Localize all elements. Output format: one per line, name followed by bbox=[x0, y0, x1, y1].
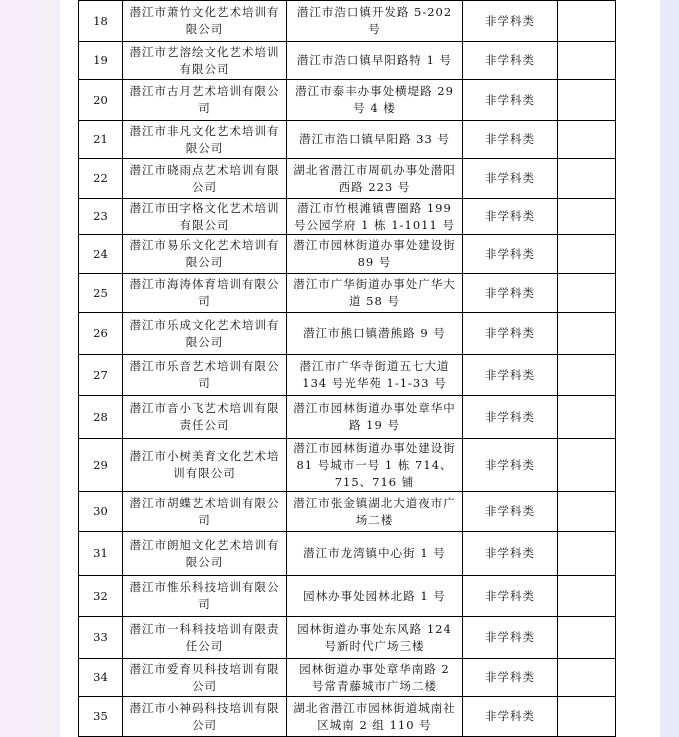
row-number: 33 bbox=[79, 617, 123, 659]
table-row bbox=[79, 659, 616, 697]
remarks-cell bbox=[558, 659, 616, 697]
institution-name: 潜江市萧竹文化艺术培训有限公司 bbox=[123, 1, 287, 42]
row-number: 19 bbox=[79, 42, 123, 80]
institution-category: 非学科类 bbox=[463, 659, 558, 697]
remarks-cell bbox=[558, 159, 616, 199]
row-number: 24 bbox=[79, 235, 123, 274]
institution-address: 湖北省潜江市园林街道城南社区城南 2 组 110 号 bbox=[287, 697, 463, 737]
institution-name: 潜江市乐成文化艺术培训有限公司 bbox=[123, 313, 287, 355]
institution-name: 潜江市小树美育文化艺术培训有限公司 bbox=[123, 439, 287, 492]
institution-name: 潜江市艺溶绘文化艺术培训有限公司 bbox=[123, 42, 287, 80]
institution-category: 非学科类 bbox=[463, 199, 558, 235]
remarks-cell bbox=[558, 1, 616, 42]
table-body bbox=[79, 1, 616, 737]
row-number: 21 bbox=[79, 121, 123, 159]
table-row bbox=[79, 199, 616, 235]
table-row bbox=[79, 492, 616, 532]
table-row bbox=[79, 439, 616, 492]
institution-category: 非学科类 bbox=[463, 396, 558, 439]
institution-address: 潜江市泰丰办事处横堤路 29 号 4 楼 bbox=[287, 80, 463, 121]
institution-category: 非学科类 bbox=[463, 121, 558, 159]
remarks-cell bbox=[558, 576, 616, 617]
row-number: 35 bbox=[79, 697, 123, 737]
institution-category: 非学科类 bbox=[463, 1, 558, 42]
institution-address: 潜江市浩口镇早阳路 33 号 bbox=[287, 121, 463, 159]
institution-address: 潜江市园林街道办事处建设街 89 号 bbox=[287, 235, 463, 274]
remarks-cell bbox=[558, 121, 616, 159]
institution-name: 潜江市海涛体育培训有限公司 bbox=[123, 274, 287, 313]
institution-category: 非学科类 bbox=[463, 313, 558, 355]
table-row bbox=[79, 355, 616, 396]
institution-address: 园林街道办事处章华南路 2 号常青藤城市广场二楼 bbox=[287, 659, 463, 697]
institution-name: 潜江市晓雨点艺术培训有限公司 bbox=[123, 159, 287, 199]
institution-address: 潜江市熊口镇潜熊路 9 号 bbox=[287, 313, 463, 355]
remarks-cell bbox=[558, 697, 616, 737]
table-row bbox=[79, 274, 616, 313]
institution-address: 园林办事处园林北路 1 号 bbox=[287, 576, 463, 617]
row-number: 27 bbox=[79, 355, 123, 396]
institution-address: 潜江市竹根滩镇曹圈路 199 号公园学府 1 栋 1-1011 号 bbox=[287, 199, 463, 235]
institution-name: 潜江市惟乐科技培训有限公司 bbox=[123, 576, 287, 617]
institution-address: 潜江市广华寺街道五七大道 134 号光华苑 1-1-33 号 bbox=[287, 355, 463, 396]
institution-category: 非学科类 bbox=[463, 42, 558, 80]
institution-category: 非学科类 bbox=[463, 617, 558, 659]
row-number: 30 bbox=[79, 492, 123, 532]
remarks-cell bbox=[558, 396, 616, 439]
institution-address: 潜江市浩口镇开发路 5-202 号 bbox=[287, 1, 463, 42]
institution-category: 非学科类 bbox=[463, 235, 558, 274]
row-number: 34 bbox=[79, 659, 123, 697]
institution-address: 潜江市园林街道办事处章华中路 19 号 bbox=[287, 396, 463, 439]
institution-address: 潜江市张金镇湖北大道夜市广场二楼 bbox=[287, 492, 463, 532]
remarks-cell bbox=[558, 199, 616, 235]
institution-category: 非学科类 bbox=[463, 492, 558, 532]
table-row bbox=[79, 80, 616, 121]
row-number: 25 bbox=[79, 274, 123, 313]
institution-name: 潜江市乐音艺术培训有限公司 bbox=[123, 355, 287, 396]
institution-name: 潜江市易乐文化艺术培训有限公司 bbox=[123, 235, 287, 274]
remarks-cell bbox=[558, 492, 616, 532]
institution-category: 非学科类 bbox=[463, 532, 558, 576]
remarks-cell bbox=[558, 617, 616, 659]
table-row bbox=[79, 576, 616, 617]
row-number: 29 bbox=[79, 439, 123, 492]
row-number: 31 bbox=[79, 532, 123, 576]
row-number: 28 bbox=[79, 396, 123, 439]
row-number: 32 bbox=[79, 576, 123, 617]
institution-category: 非学科类 bbox=[463, 159, 558, 199]
institution-name: 潜江市胡蝶艺术培训有限公司 bbox=[123, 492, 287, 532]
remarks-cell bbox=[558, 313, 616, 355]
institution-category: 非学科类 bbox=[463, 274, 558, 313]
institution-category: 非学科类 bbox=[463, 697, 558, 737]
row-number: 23 bbox=[79, 199, 123, 235]
institution-name: 潜江市一科科技培训有限责任公司 bbox=[123, 617, 287, 659]
institution-name: 潜江市小神码科技培训有限公司 bbox=[123, 697, 287, 737]
institution-address: 潜江市龙湾镇中心街 1 号 bbox=[287, 532, 463, 576]
remarks-cell bbox=[558, 42, 616, 80]
table-row bbox=[79, 313, 616, 355]
institution-category: 非学科类 bbox=[463, 576, 558, 617]
institution-address: 潜江市园林街道办事处建设街 81 号城市一号 1 栋 714、715、716 铺 bbox=[287, 439, 463, 492]
table-row bbox=[79, 1, 616, 42]
institution-address: 湖北省潜江市周矶办事处潜阳西路 223 号 bbox=[287, 159, 463, 199]
table-row bbox=[79, 396, 616, 439]
institution-address: 潜江市广华街道办事处广华大道 58 号 bbox=[287, 274, 463, 313]
remarks-cell bbox=[558, 532, 616, 576]
row-number: 20 bbox=[79, 80, 123, 121]
remarks-cell bbox=[558, 355, 616, 396]
institution-category: 非学科类 bbox=[463, 439, 558, 492]
table-row bbox=[79, 235, 616, 274]
remarks-cell bbox=[558, 235, 616, 274]
table-row bbox=[79, 532, 616, 576]
institution-name: 潜江市音小飞艺术培训有限责任公司 bbox=[123, 396, 287, 439]
institution-table bbox=[78, 0, 616, 737]
document-page bbox=[60, 0, 660, 737]
remarks-cell bbox=[558, 439, 616, 492]
table-row bbox=[79, 121, 616, 159]
table-row bbox=[79, 617, 616, 659]
institution-address: 园林街道办事处东风路 124 号新时代广场三楼 bbox=[287, 617, 463, 659]
institution-name: 潜江市爱育贝科技培训有限公司 bbox=[123, 659, 287, 697]
remarks-cell bbox=[558, 274, 616, 313]
institution-name: 潜江市朗旭文化艺术培训有限公司 bbox=[123, 532, 287, 576]
table-row bbox=[79, 159, 616, 199]
table-row bbox=[79, 697, 616, 737]
table-row bbox=[79, 42, 616, 80]
institution-category: 非学科类 bbox=[463, 80, 558, 121]
institution-name: 潜江市田字格文化艺术培训有限公司 bbox=[123, 199, 287, 235]
row-number: 26 bbox=[79, 313, 123, 355]
institution-category: 非学科类 bbox=[463, 355, 558, 396]
row-number: 22 bbox=[79, 159, 123, 199]
institution-name: 潜江市古月艺术培训有限公司 bbox=[123, 80, 287, 121]
institution-address: 潜江市浩口镇早阳路特 1 号 bbox=[287, 42, 463, 80]
row-number: 18 bbox=[79, 1, 123, 42]
remarks-cell bbox=[558, 80, 616, 121]
institution-name: 潜江市非凡文化艺术培训有限公司 bbox=[123, 121, 287, 159]
